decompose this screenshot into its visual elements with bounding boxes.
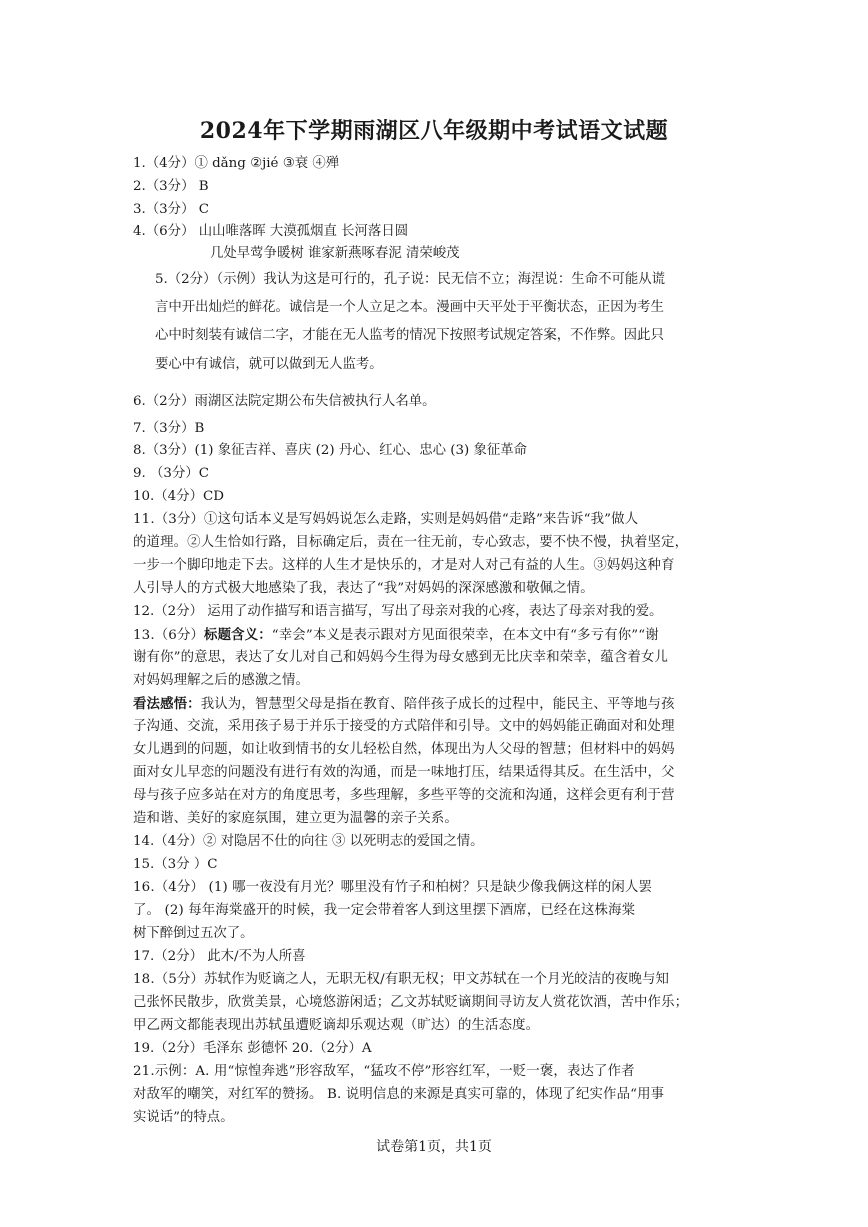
answer-line: 己张怀民散步，欣赏美景，心境悠游闲适；乙文苏轼贬谪期间寻访友人赏花饮酒，苦中作乐； (133, 995, 689, 1010)
answer-line: 1.（4分）① dǎng ②jié ③衰 ④殚 (133, 156, 340, 171)
answer-line: 21.示例：A. 用“惊惶奔逃”形容敌军，“猛攻不停”形容红军，一贬一褒，表达了作者 (133, 1064, 635, 1079)
section-label: 看法感悟： (133, 696, 201, 712)
answer-line (133, 626, 659, 645)
answer-line: 3.（3分） C (133, 202, 209, 217)
answer-line: 面对女儿早恋的问题没有进行有效的沟通，而是一味地打压，结果适得其反。在生活中，父 (133, 765, 675, 780)
answer-line: 言中开出灿烂的鲜花。诚信是一个人立足之本。漫画中天平处于平衡状态，正因为考生 (155, 300, 664, 315)
answer-line: 谢有你”的意思，表达了女儿对自己和妈妈今生得为母女感到无比庆幸和荣幸，蕴含着女儿 (133, 650, 669, 665)
answer-line: 19.（2分）毛泽东 彭德怀 20.（2分）A (133, 1041, 372, 1056)
answer-line: 11.（3分）①这句话本义是写妈妈说怎么走路，实则是妈妈借“走路”来告诉“我”做人 (133, 512, 639, 527)
answer-line: 17.（2分） 此木/不为人所喜 (133, 949, 306, 964)
answer-line: 18.（5分）苏轼作为贬谪之人，无职无权/有职无权；甲文苏轼在一个月光皎洁的夜晚与知 (133, 972, 670, 987)
answer-line: 7.（3分）B (133, 421, 205, 436)
answer-line: 15.（3分 ）C (133, 857, 218, 872)
answer-line: 12.（2分） 运用了动作描写和语言描写，写出了母亲对我的心疼，表达了母亲对我的爱。 (133, 604, 663, 619)
answer-line: 甲乙两文都能表现出苏轼虽遭贬谪却乐观达观（旷达）的生活态度。 (133, 1018, 540, 1033)
answer-line: 树下醉倒过五次了。 (133, 926, 254, 941)
page-title: 2024年下学期雨湖区八年级期中考试语文试题 (199, 118, 669, 144)
answer-line: 4.（6分） 山山唯落晖 大漠孤烟直 长河落日圆 (133, 224, 409, 239)
answer-line: 心中时刻装有诚信二字，才能在无人监考的情况下按照考试规定答案，不作弊。因此只 (155, 328, 664, 343)
answer-number: 13.（6分） (133, 628, 205, 643)
answer-line: 女儿遇到的问题，如让收到情书的女儿轻松自然，体现出为人父母的智慧；但材料中的妈妈 (133, 742, 675, 757)
answer-line: 对敌军的嘲笑，对红军的赞扬。 B. 说明信息的来源是真实可靠的，体现了纪实作品“用事 (133, 1087, 665, 1102)
answer-line: 几处早莺争暖树 谁家新燕啄春泥 清荣峻茂 (210, 246, 460, 261)
answer-line: 一步一个脚印地走下去。这样的人生才是快乐的，才是对人对己有益的人生。③妈妈这种育 (133, 558, 675, 573)
answer-line: 9. （3分）C (133, 466, 209, 481)
answer-line: 6.（2分）雨湖区法院定期公布失信被执行人名单。 (133, 394, 436, 409)
answer-line: 子沟通、交流，采用孩子易于并乐于接受的方式陪伴和引导。文中的妈妈能正确面对和处理 (133, 719, 675, 734)
page-footer: 试卷第1页，共1页 (376, 1139, 492, 1155)
answer-line: 8.（3分）(1) 象征吉祥、喜庆 (2) 丹心、红心、忠心 (3) 象征革命 (133, 443, 528, 458)
answer-line: 2.（3分） B (133, 179, 209, 194)
section-label: 标题含义： (204, 627, 272, 643)
answer-line: 了。 (2) 每年海棠盛开的时候，我一定会带着客人到这里摆下酒席，已经在这株海棠 (133, 903, 636, 918)
answer-text: 我认为，智慧型父母是指在教育、陪伴孩子成长的过程中，能民主、平等地与孩 (200, 697, 675, 712)
answer-line: 的道理。②人生恰如行路，目标确定后，责在一往无前，专心致志，要不快不慢，执着坚定， (133, 535, 689, 550)
answer-line: 人引导人的方式极大地感染了我，表达了“我”对妈妈的深深感激和敬佩之情。 (133, 581, 594, 596)
answer-line: 10.（4分）CD (133, 489, 224, 504)
answer-line: 16.（4分） (1) 哪一夜没有月光？哪里没有竹子和柏树？只是缺少像我俩这样的闲人罢 (133, 880, 653, 895)
answer-line (133, 695, 675, 714)
answer-line: 造和谐、美好的家庭氛围，建立更为温馨的亲子关系。 (133, 811, 458, 826)
answer-text: “幸会”本义是表示跟对方见面很荣幸，在本文中有“多亏有你”“谢 (271, 628, 659, 643)
answer-line: 母与孩子应多站在对方的角度思考，多些理解，多些平等的交流和沟通，这样会更有利于营 (133, 788, 675, 803)
answer-line: 实说话”的特点。 (133, 1110, 234, 1125)
answer-line: 要心中有诚信，就可以做到无人监考。 (155, 357, 383, 372)
answer-line: 14.（4分）② 对隐居不仕的向往 ③ 以死明志的爱国之情。 (133, 834, 484, 849)
answer-line: 对妈妈理解之后的感激之情。 (133, 673, 310, 688)
answer-line: 5.（2分）（示例）我认为这是可行的，孔子说：民无信不立；海涅说：生命不可能从谎 (155, 272, 666, 287)
